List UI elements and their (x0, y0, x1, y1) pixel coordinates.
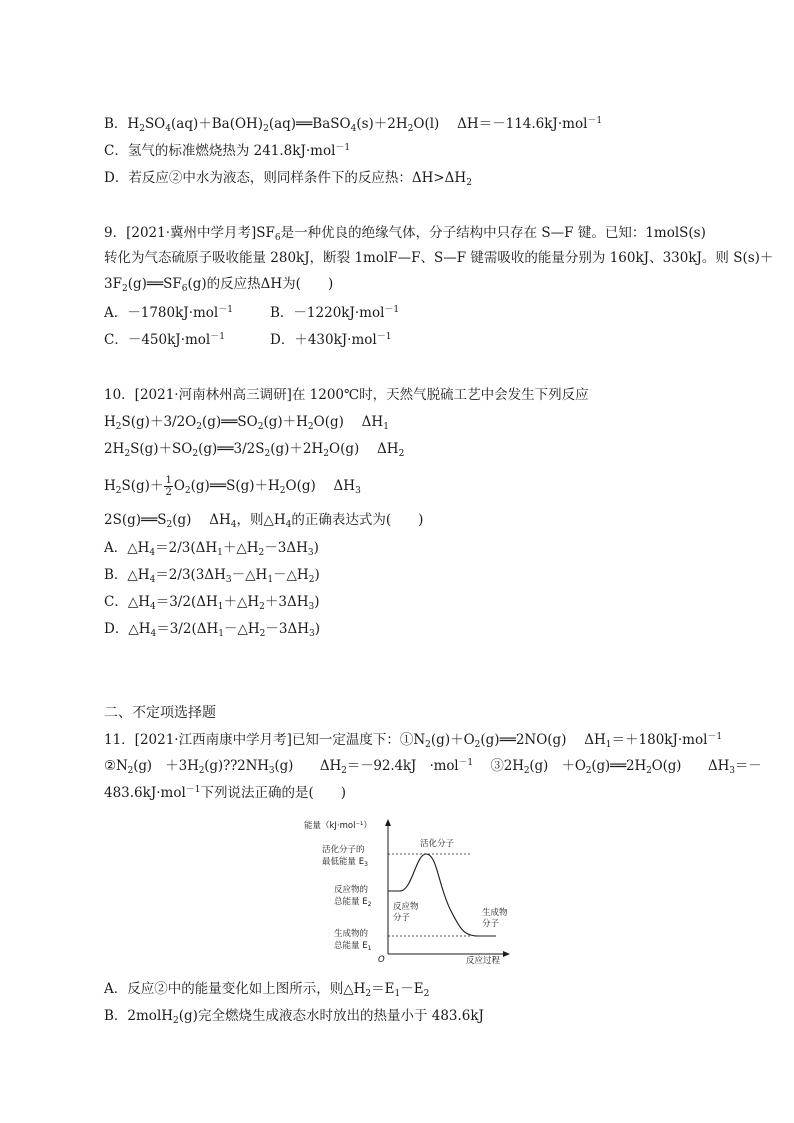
fraction-one-half: $\frac{1}{2}$ (165, 475, 172, 498)
q9-option-b[interactable]: B．－1220kJ·mol$^{-1}$ (270, 305, 400, 321)
q10-reaction-2: $2H_2S(g)+SO_2(g)══3/2S_2(g)+2H_2O(g)$ $\Delta H_2$ (104, 441, 405, 459)
e3-label-line2: 最低能量 $E_3$ (322, 857, 368, 868)
q8-option-d[interactable]: D．若反应②中水为液态，则同样条件下的反应热：$\Delta H>\Delta H_2$ (104, 170, 472, 188)
q9-option-c[interactable]: C．－450kJ·mol$^{-1}$ (104, 332, 225, 348)
q11-option-b[interactable]: B．2molH$_2$(g)完全燃烧生成液态水时放出的热量小于 483.6kJ (104, 1008, 484, 1026)
q8-option-b[interactable]: B．$H_2SO_4(aq)+Ba(OH)_2(aq)══BaSO_4(s)+2H_2O(l)$ ΔH＝－114.6kJ·mol$^{-1}$ (104, 116, 603, 134)
e1-label-line2: 总能量 $E_1$ (334, 941, 372, 952)
x-axis-title: 反应过程 (466, 956, 501, 964)
x-axis-arrow (503, 951, 510, 957)
q11-stem-line-1: 11．[2021·江西南康中学月考]已知一定温度下：$①N_2(g)+O_2(g)══2NO(g)$ $\Delta H_1=+180kJ\cdot mol^{-1}$ (104, 732, 723, 750)
q10-option-b[interactable]: B．$\triangle H_4=2/3(3\Delta H_3-\triangle H_1-\triangle H_2)$ (104, 567, 320, 585)
e3-label-line1: 活化分子的 (322, 845, 365, 855)
q10-reaction-1: $H_2S(g)+3/2O_2(g)══SO_2(g)+H_2O(g)$ $\Delta H_1$ (104, 414, 389, 432)
product-label-line2: 分子 (482, 919, 500, 929)
q10-option-a[interactable]: A．$\triangle H_4=2/3(\Delta H_1+\triangle H_2-3\Delta H_3)$ (104, 540, 319, 558)
q11-option-a[interactable]: A．反应②中的能量变化如上图所示，则$\triangle H_2=E_1-E_2$ (104, 981, 430, 999)
q9-stem-line-1: 9．[2021·冀州中学月考]$SF_6$是一种优良的绝缘气体，分子结构中只存在 S—F 键。已知：1molS(s) (104, 225, 706, 243)
y-axis-title: 能量（kJ·mol⁻¹） (304, 821, 372, 831)
q9-stem-line-2: 转化为气态硫原子吸收能量 280kJ，断裂 1molF—F、S—F 键需吸收的能量分别为 160kJ、330kJ。则 S(s)＋ (104, 250, 774, 266)
energy-curve (388, 854, 496, 936)
q9-option-d[interactable]: D．＋430kJ·mol$^{-1}$ (270, 332, 392, 348)
q9-stem-line-3: $3F_2(g)══SF_6(g)$的反应热ΔH为( ) (104, 276, 334, 294)
origin-label: O (378, 955, 385, 964)
q10-stem: 10．[2021·河南林州高三调研]在 1200℃时，天然气脱硫工艺中会发生下列反应 (104, 387, 589, 403)
q10-reaction-4: $2S(g)══S_2(g)$ $\Delta H_4$，则$\triangle H_4$的正确表达式为( ) (104, 512, 424, 530)
q9-option-a[interactable]: A．－1780kJ·mol$^{-1}$ (104, 305, 233, 321)
section-heading: 二、不定项选择题 (104, 705, 216, 721)
reactant-label-line2: 分子 (393, 913, 411, 923)
reactant-label-line1: 反应物 (393, 902, 419, 912)
energy-diagram (300, 814, 530, 964)
y-axis-arrow (385, 819, 391, 826)
q11-stem-line-2: $②N_2(g)$ $+3H_2(g)??2NH_3(g)$ $\Delta H_2=-92.4kJ$ ·mol$^{-1}$ $③2H_2(g)$ $+O_2(g)══2H_2O(g)$ $\Delta H_3=-$ (104, 758, 762, 776)
q10-option-c[interactable]: C．$\triangle H_4=3/2(\Delta H_1+\triangle H_2+3\Delta H_3)$ (104, 594, 320, 612)
e2-label-line1: 反应物的 (334, 885, 369, 895)
q10-reaction-3: $H_2S(g)+$ $\frac{1}{2}$ $O_2(g)══S(g)+H_2O(g)$ $\Delta H_3$ (104, 475, 361, 498)
q11-stem-line-3: 483.6kJ·mol$^{-1}$下列说法正确的是( ) (104, 785, 347, 801)
product-label-line1: 生成物 (482, 908, 508, 918)
e2-label-line2: 总能量 $E_2$ (334, 897, 372, 908)
peak-label: 活化分子 (420, 839, 455, 849)
q8-option-c[interactable]: C．氢气的标准燃烧热为 241.8kJ·mol$^{-1}$ (104, 143, 351, 159)
e1-label-line1: 生成物的 (334, 929, 369, 939)
q10-option-d[interactable]: D．$\triangle H_4=3/2(\Delta H_1-\triangle H_2-3\Delta H_3)$ (104, 621, 320, 639)
